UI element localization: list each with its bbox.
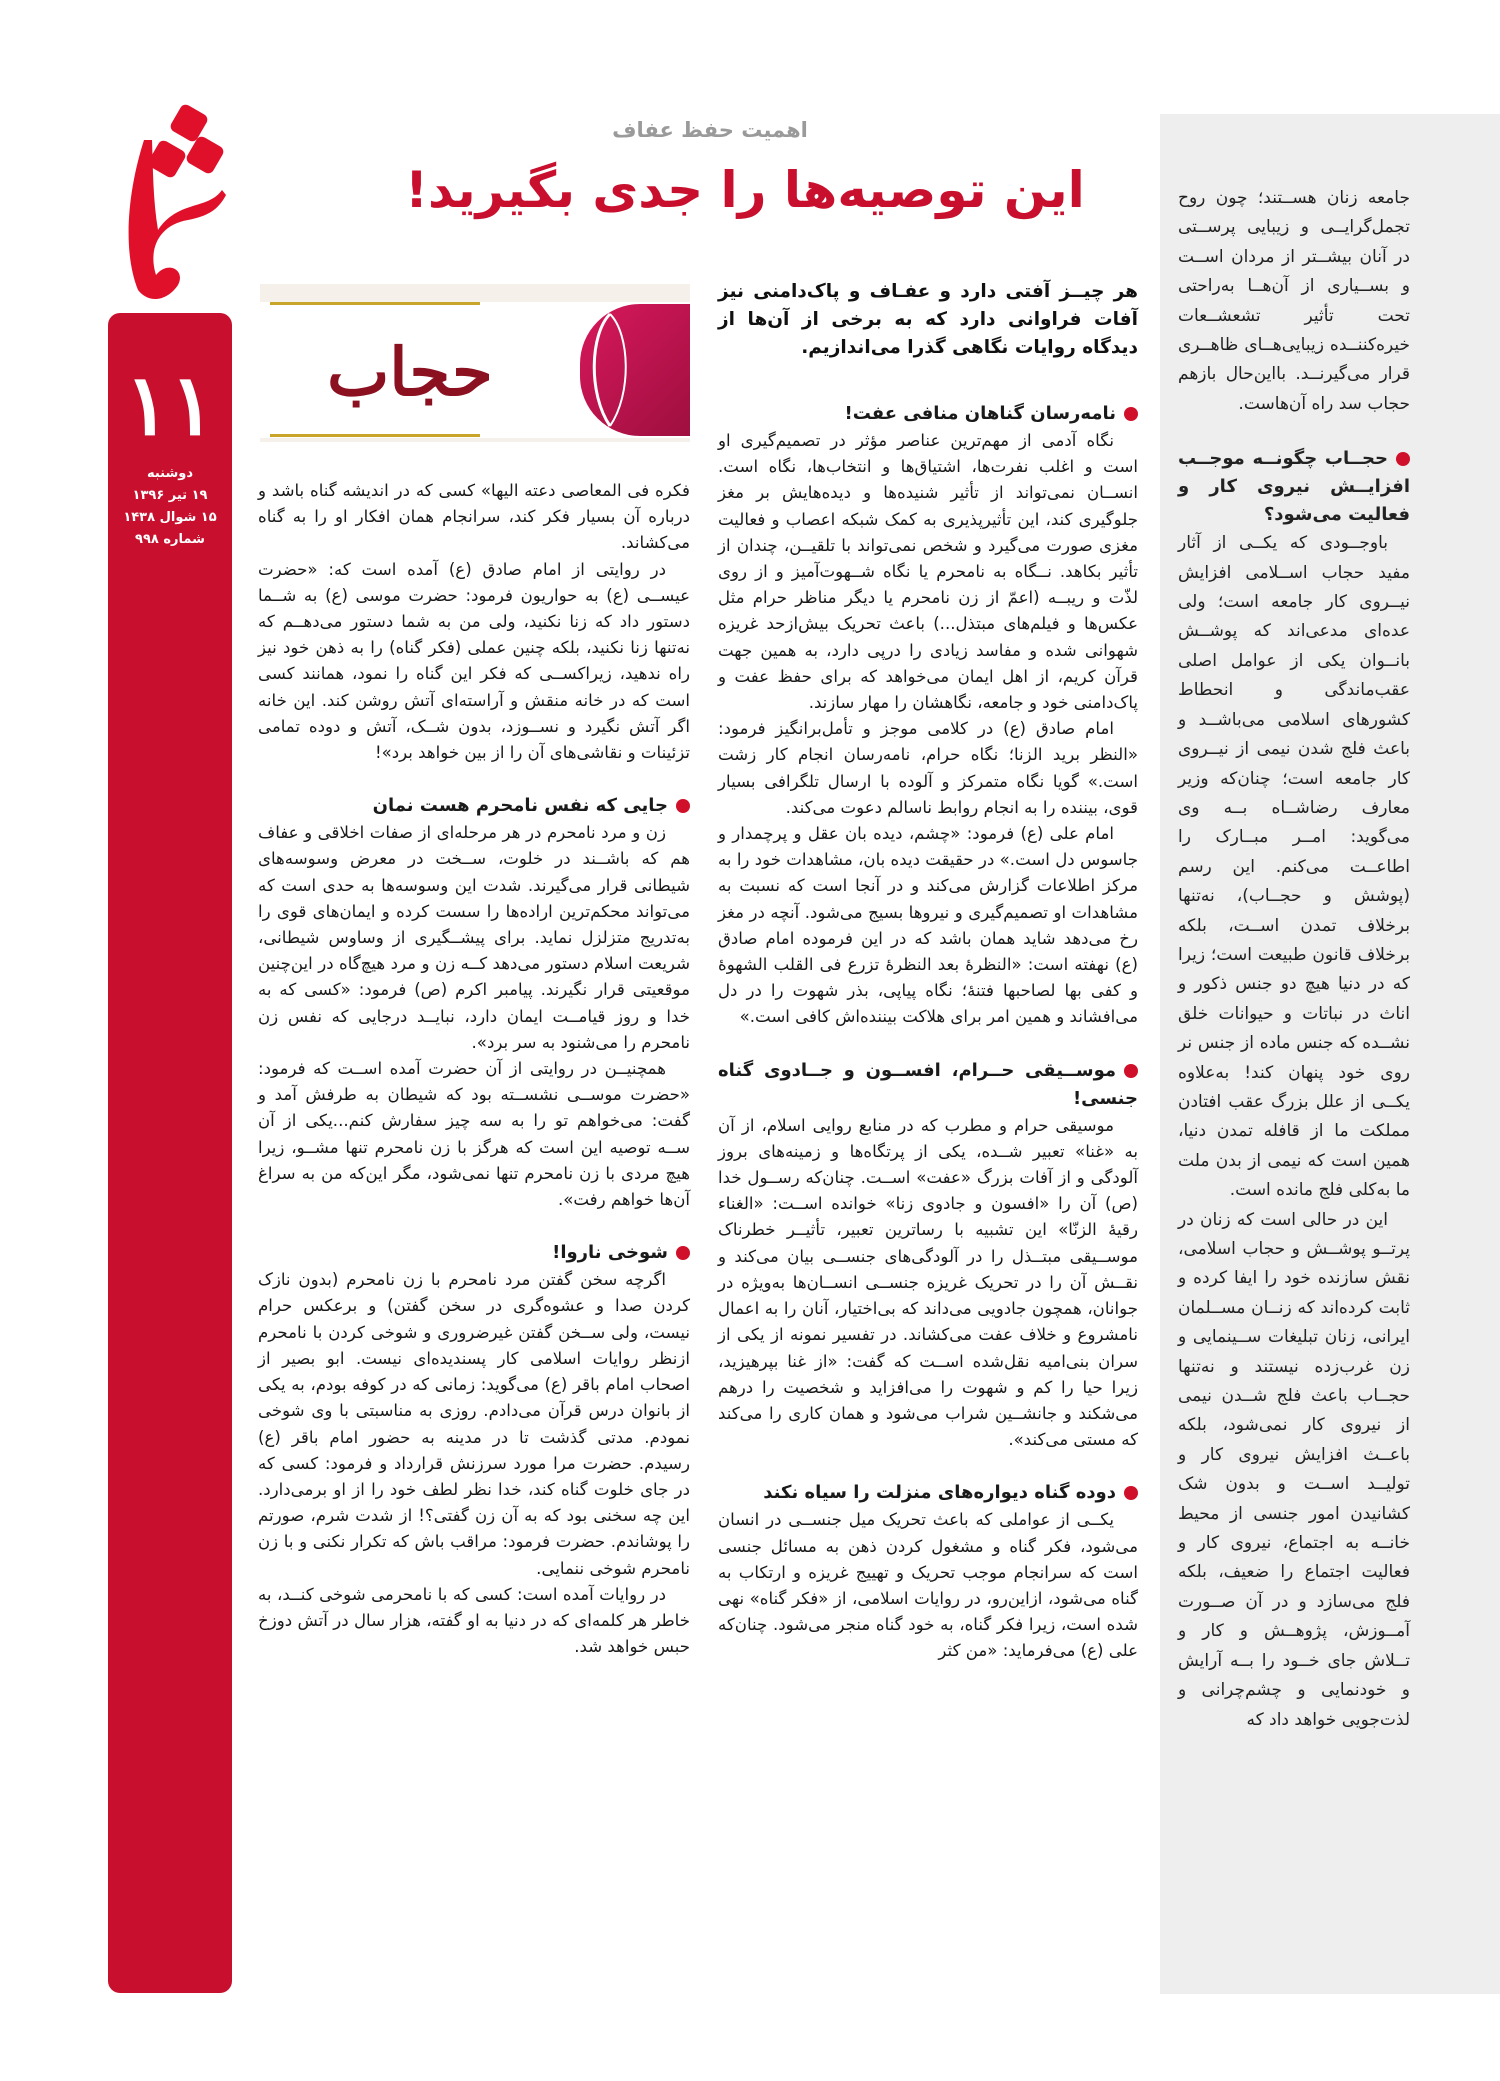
paragraph: جامعه زنان هســتند؛ چون روح تجمل‌گرایــی و زیبایی پرســتی در آنان بیشــتر از مردان اســت و بســیاری از آن‌هــا به‌راحتی تحت تأثیر تشعشــعات خیره‌کننــده زیبایی‌هــای ظاهــری قرار می‌گیرنــد. بااین‌حال بازهم حجاب سد راه آن‌هاست. <box>1178 188 1410 414</box>
weekday: دوشنبه <box>146 466 194 481</box>
paragraph: در روایات آمده است: کسی که با نامحرمی شوخی کنــد، به خاطر هر کلمه‌ای که در دنیا به او گفته، هزار سال در آتش دوزخ حبس خواهد شد. <box>258 1584 690 1657</box>
article-headline: این توصیه‌ها را جدی بگیرید! <box>405 161 1085 219</box>
paragraph: موسیقی حرام و مطرب که در منابع روایی اسلام، از آن به «غنا» تعبیر شــده، یکی از پرتگاه‌ها و زمینه‌های بروز آلودگی و از آفات بزرگ «عفت» اســت. چنان‌که رســول خدا (ص) آن را «افسون و جادوی زنا» خوانده اســت: «الغناء رقیهٔ الزنّا» این تشبیه با رساترین تعبیر، تأثیــر خطرناک موســیقی مبتــذل را در آلودگی‌های جنســی بیان می‌کند و نقــش آن را در تحریک غریزه جنســی انســان‌ها به‌ویژه در جوانان، همچون جادویی می‌داند که بی‌اختیار، آنان را به اعمال نامشروع و خلاف عفت می‌کشاند. در تفسیر نمونه از یکی از سران بنی‌امیه نقل‌شده اســت که گفت: «از غنا بپرهیزید، زیرا حیا را کم و شهوت را می‌افزاید و شخصیت را درهم می‌شکند و جانشــین شراب می‌شود و همان کاری را می‌کند که مستی می‌کند». <box>718 1115 1138 1450</box>
page-sidebar-bar <box>108 313 232 1993</box>
section-title: شوخی ناروا! <box>258 1239 690 1267</box>
section-title: موســیقی حــرام، افســون و جــادوی گناه جنسی! <box>718 1059 1138 1109</box>
paragraph: همچنیــن در روایتی از آن حضرت آمده اســت که فرمود: «حضرت موســی نشســته بود که شیطان به طرفش آمد و گفت: می‌خواهم تو را به سه چیز سفارش کنم...یکی از آن ســه توصیه این است که هرگز با زن نامحرم تنها مشــو، زیرا هیچ مردی با زن نامحرم تنها نمی‌شود، مگر این‌که من به سراغ آن‌ها خواهم رفت». <box>258 1059 690 1210</box>
article-lead: هر چیــز آفتی دارد و عفـاف و پاک‌دامنی نیز آفات فراوانی دارد که به برخی از آن‌ها از دیدگاه روایات نگاهی گذرا می‌اندازیم. <box>718 281 1138 358</box>
section-title: حجــاب چگونــه موجــب افزایــش نیروی کار و فعالیت می‌شود؟ <box>1178 448 1410 526</box>
bullet-dot-icon <box>676 799 690 813</box>
paragraph: امام صادق (ع) در کلامی موجز و تأمل‌برانگیز فرمود: «النظر برید الزنا؛ نگاه حرام، نامه‌رسان انجام کار زشت است.» گویا نگاه متمرکز و آلوده با ارسال تلگرافی بسیار قوی، بیننده را به انجام روابط ناسالم دعوت می‌کند. <box>718 719 1138 817</box>
paragraph: اگرچه سخن گفتن مرد نامحرم با زن نامحرم (بدون نازک کردن صدا و عشوه‌گری در سخن گفتن) و برعکس حرام نیست، ولی ســخن گفتن غیرضروری و شوخی کردن با نامحرم ازنظر روایات اسلامی کار پسندیده‌ای نیست. ابو بصیر از اصحاب امام باقر (ع) می‌گوید: زمانی که در کوفه بودم، به یکی از بانوان درس قرآن می‌دادم. روزی به مناسبتی با وی شوخی نمودم. مدتی گذشت تا در مدینه به حضور امام باقر (ع) رسیدم. حضرت مرا مورد سرزنش قرارداد و فرمود: کسی که در جای خلوت گناه کند، خدا نظر لطف خود را از او برمی‌دارد. این چه سخنی بود که به آن زن گفتی؟! از شدت شرم، صورتم را پوشاندم. حضرت فرمود: مراقب باش که تکرار نکنی و با زن نامحرم شوخی ننمایی. <box>258 1270 690 1578</box>
date-lunar: ۱۵ شوال ۱۴۳۸ <box>123 510 217 525</box>
bullet-dot-icon <box>1124 407 1138 421</box>
bullet-dot-icon <box>1124 1064 1138 1078</box>
paragraph: فکره فی المعاصی دعته الیها» کسی که در اندیشه گناه باشد و درباره آن بسیار فکر کند، سرانجام همان افکار او را به گناه می‌کشاند. <box>258 481 690 553</box>
paragraph: نگاه آدمی از مهم‌ترین عناصر مؤثر در تصمیم‌گیری او است و اغلب نفرت‌ها، اشتیاق‌ها و انتخاب‌ها، نگاه است. انســان نمی‌تواند از تأثیر شنیده‌ها و دیده‌هایش بر مغز جلوگیری کند، این تأثیرپذیری به کمک شبکه اعصاب و فعالیت مغزی صورت می‌گیرد و شخص نمی‌تواند با تلقیــن، چندان از تأثیر بکاهد. نــگاه به نامحرم یا نگاه شــهوت‌آمیز و از روی لذّت و ریبــه (اعمّ از زن نامحرم یا دیگر مناظر حرام مثل عکس‌ها و فیلم‌های مبتذل...) باعث تحریک بیش‌ازحد غریزه شهوانی شده و مفاسد زیادی را درپی دارد، به همین جهت قرآن کریم، از اهل ایمان می‌خواهد که برای حفظ عفت و پاک‌دامنی خود و جامعه، نگاهشان را مهار سازند. <box>718 431 1138 713</box>
bullet-dot-icon <box>676 1246 690 1260</box>
section-title: جایی که نفس نامحرم هست نمان <box>258 792 690 820</box>
bullet-dot-icon <box>1124 1486 1138 1500</box>
side-column <box>1160 114 1500 1994</box>
gold-line-top <box>270 302 480 305</box>
woman-silhouette-icon <box>580 304 690 436</box>
bullet-dot-icon <box>1396 452 1410 466</box>
issue-number: شماره ۹۹۸ <box>135 532 205 547</box>
paragraph: امام علی (ع) فرمود: «چشم، دیده بان عقل و پرچمدار و جاسوس دل است.» در حقیقت دیده بان، مشاهدات خود را به مرکز اطلاعات گزارش می‌کند و در آنجا است که نسبت به مشاهدات او تصمیم‌گیری و نیروها بسیج می‌شود. آنچه در مغز رخ می‌دهد شاید همان باشد که در این فرموده امام صادق (ع) نهفته است: «النظرهٔ بعد النظرهٔ تزرع فی القلب الشهوهٔ و کفی بها لصاحبها فتنهٔ؛ نگاه پیاپی، بذر شهوت را در دل می‌افشاند و همین امر برای هلاکت بیننده‌اش کافی است.» <box>718 824 1138 1027</box>
section-title: نامه‌رسان گناهان منافی عفت! <box>718 400 1138 428</box>
paragraph: این در حالی است که زنان در پرتــو پوشــش و حجاب اسلامی، نقش سازنده خود را ایفا کرده و ثابت کرده‌اند که زنــان مســلمان ایرانی، زنان تبلیغات ســینمایی و زن غرب‌زده نیستند و نه‌تنها حجــاب باعث فلج شــدن نیمی از نیروی کار نمی‌شود، بلکه باعــث افزایش نیروی کار و تولیــد اســت و بدون شک کشانیدن امور جنسی از محیط خانــه به اجتماع، نیروی کار و فعالیت اجتماع را ضعیف، بلکه فلج می‌سازد و در آن صــورت آمــوزش، پژوهــش و کار و تــلاش جای خــود را بــه آرایش و خودنمایی و چشم‌چرانی و لذت‌جویی خواهد داد که <box>1178 1209 1410 1730</box>
banner-calligraphy: حجاب <box>327 333 493 411</box>
page-number: ۱۱ <box>124 358 216 452</box>
section-title: دوده گناه دیواره‌های منزلت را سیاه نکند <box>718 1479 1138 1507</box>
paragraph: باوجــودی که یکــی از آثار مفید حجاب اســلامی افزایش نیــروی کار جامعه است؛ ولی عده‌ای مدعی‌اند که پوشــش بانــوان یکی از عوامل اصلی عقب‌ماندگی و انحطاط کشورهای اسلامی می‌باشــد و باعث فلج شدن نیمی از نیــروی کار جامعه است؛ چنان‌که وزیر معارف رضاشــاه بــه وی می‌گوید: امــر مبــارک را اطاعــت می‌کنم. این رسم (پوشش و حجــاب)، نه‌تنها برخلاف تمدن اســت، بلکه برخلاف قانون طبیعت است؛ زیرا که در دنیا هیچ دو جنس ذکور و اناث در نباتات و حیوانات خلق نشــده که جنس ماده از جنس نر روی خود پنهان کند! به‌علاوه یکــی از علل بزرگ عقب افتادن مملکت ما از قافله تمدن دنیا، همین است که نیمی از بدن ملت ما به‌کلی فلج مانده است. <box>1178 533 1410 1201</box>
date-solar: ۱۹ تیر ۱۳۹۶ <box>132 488 208 503</box>
paragraph: زن و مرد نامحرم در هر مرحله‌ای از صفات اخلاقی و عفاف هم که باشــند در خلوت، ســخت در معرض وسوسه‌های شیطانی قرار می‌گیرند. شدت این وسوسه‌ها به حدی است که می‌تواند محکم‌ترین اراده‌ها را سست کرده و ایمان‌های قوی را به‌تدریج متزلزل نماید. برای پیشــگیری از وساوس شیطانی، شریعت اسلام دستور می‌دهد کــه زن و مرد هیچ‌گاه در این‌چنین موقعیتی قرار نگیرند. پیامبر اکرم (ص) فرمود: «کسی که به خدا و روز قیامــت ایمان دارد، نبایــد درجایی که نفس زن نامحرم را می‌شنود به سر برد». <box>258 823 690 1052</box>
date-block <box>108 463 232 551</box>
paragraph: در روایتی از امام صادق (ع) آمده است که: «حضرت عیســی (ع) به حواریون فرمود: حضرت موسی (ع) به شــما دستور داد که زنا نکنید، ولی من به شما دستور می‌دهــم که نه‌تنها زنا نکنید، بلکه چنین عملی (فکر گناه) را به ذهن خود نیز راه ندهید، زیراکســی که فکر این گناه را نمود، همانند کسی است که در خانه منقش و آراسته‌ای آتش روشن کند. این خانه اگر آتش نگیرد و نســوزد، بدون شــک، آتش و دوده تمامی تزئینات و نقاشی‌های آن را از بین خواهد برد»! <box>258 559 690 763</box>
paragraph: یکــی از عواملی که باعث تحریک میل جنســی در انسان می‌شود، فکر گناه و مشغول کردن ذهن به مسائل جنسی است که سرانجام موجب تحریک و تهییج غریزه و ارتکاب به گناه می‌شود، ازاین‌رو، در روایات اسلامی، از «فکر گناه» نهی شده است، زیرا فکر گناه، به خود گناه منجر می‌شود. چنان‌که علی (ع) می‌فرماید: «من کثر <box>718 1510 1138 1661</box>
article-kicker: اهمیت حفظ عفاف <box>612 118 808 142</box>
left-column <box>258 478 690 1660</box>
magazine-logo <box>108 100 238 300</box>
gold-line-bottom <box>270 434 480 437</box>
middle-column <box>718 400 1138 1665</box>
hijab-banner-image <box>260 284 690 442</box>
